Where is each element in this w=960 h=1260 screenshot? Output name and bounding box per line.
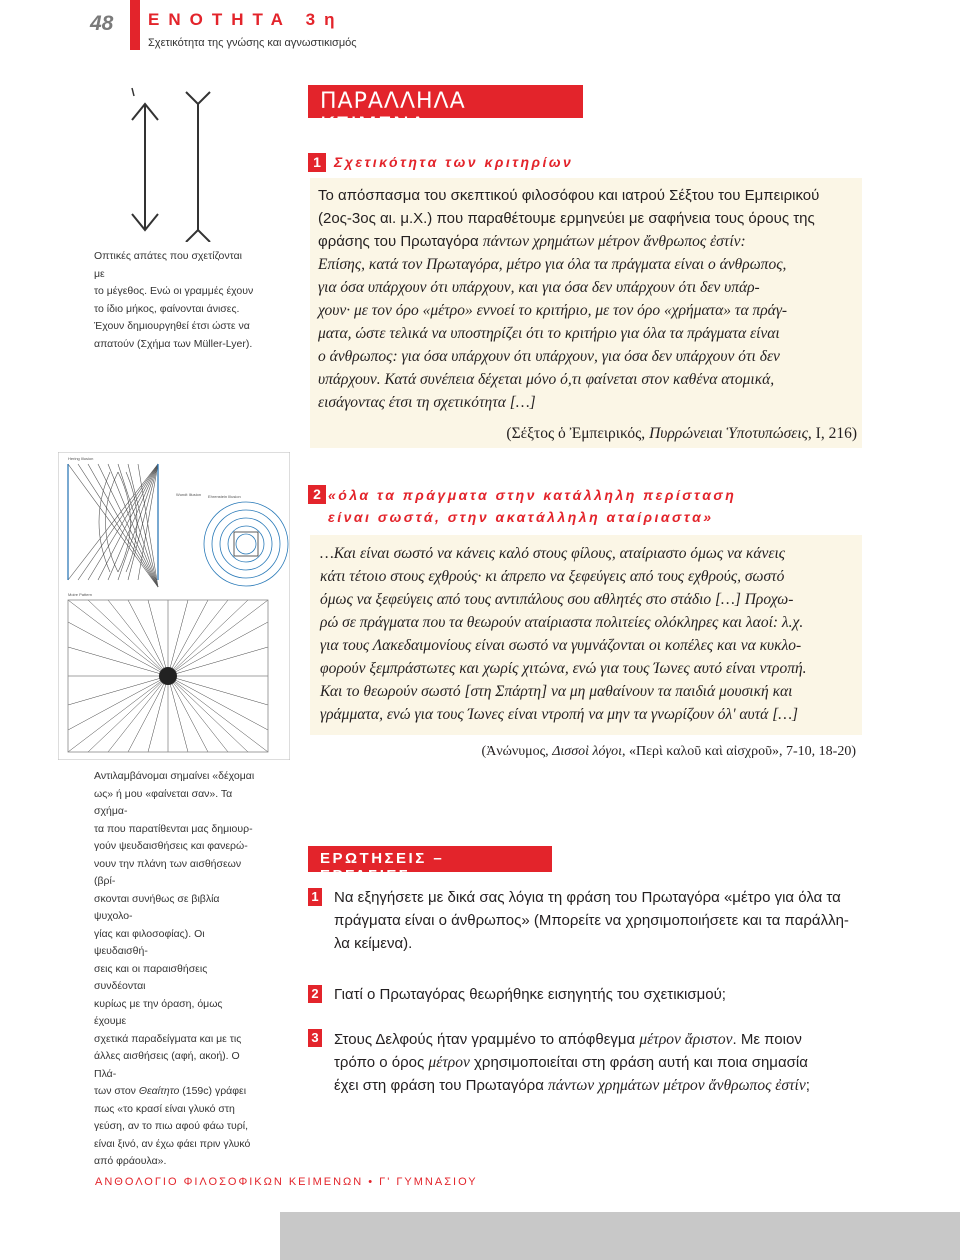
caption-line: πως «το κρασί είναι γλυκό στη <box>94 1102 235 1115</box>
section-number-badge: 1 <box>308 153 326 172</box>
citation-text: , I, 216) <box>807 425 857 442</box>
muller-lyer-figure <box>110 82 240 242</box>
question-number: 1 <box>308 888 322 906</box>
question-text: έχει στη φράση του Πρωταγόρα <box>334 1077 549 1094</box>
section-title-line: είναι σωστά, στην ακατάλληλη αταίριαστα» <box>328 509 714 525</box>
page-number: 48 <box>90 12 114 35</box>
citation-text: (Ἀνώνυμος, <box>481 744 553 759</box>
quote-line: για τους Λακεδαιμονίους είναι σωστό να γυμνάζονται οι κοπέλες και να κυκλο- <box>320 637 802 654</box>
quote-line: …Και είναι σωστό να κάνεις καλό στους φίλους, αταίριαστο όμως να κάνεις <box>320 545 786 562</box>
parallel-texts-banner: ΠΑΡΑΛΛΗΛΑ ΚΕΙΜΕΝΑ <box>308 85 583 118</box>
intro-line: Το απόσπασμα του σκεπτικού φιλοσόφου και ιατρού Σέξτου του Εμπειρικού <box>318 187 820 204</box>
question-number: 2 <box>308 985 322 1003</box>
section-title: Σχετικότητα των κριτηρίων <box>334 154 574 170</box>
quote-line: όμως να ξεφεύγεις από τους αντιπάλους σου αθλητές στο στάδιο […] Προχω- <box>320 591 794 608</box>
intro-line <box>318 230 863 253</box>
caption-line: σκονται συνήθως σε βιβλία ψυχολο- <box>94 892 220 922</box>
question-text: ; <box>805 1077 810 1094</box>
questions-banner: ΕΡΩΤΗΣΕΙΣ – ΕΡΓΑΣΙΕΣ <box>308 846 552 872</box>
sidebar-caption-perception <box>94 768 256 1171</box>
question-text: τρόπο ο όρος <box>334 1054 429 1071</box>
section2-text <box>320 542 865 726</box>
section1-citation <box>318 422 863 445</box>
section-title-line: «όλα τα πράγματα στην κατάλληλη περίσταση <box>328 487 737 503</box>
caption-line: γούν ψευδαισθήσεις και φανερώ- <box>94 840 248 852</box>
caption-line: Αντιλαμβάνομαι σημαίνει «δέχομαι <box>94 770 255 782</box>
caption-line: το ίδιο μήκος, φαίνονται άνισες. <box>94 302 240 315</box>
quote-line: κάτι τέτοιο στους εχθρούς· κι άπρεπο να ξεφεύγεις από τους εχθρούς, σωστό <box>320 568 785 585</box>
question-text: χρησιμοποιείται στη φράση αυτή και ποια σημασία <box>469 1054 808 1071</box>
caption-line: τα που παρατίθενται μας δημιουρ- <box>94 822 253 835</box>
caption-line: Έχουν δημιουργηθεί έτσι ώστε να <box>94 320 250 332</box>
header-accent-bar <box>130 0 140 50</box>
quote-line: υπάρχουν. Κατά συνέπεια δέχεται μόνο ό,τι φαίνεται στον καθένα ατομικά, <box>318 371 775 388</box>
illusion-label: Hering Illusion <box>68 456 94 461</box>
quote-line: χουν· με τον όρο «μέτρο» εννοεί το κριτήριο, με τον όρο «χρήματα» τα πράγ- <box>318 302 788 319</box>
citation-work: Πυρρώνειαι Ὑποτυπώσεις <box>649 425 808 442</box>
section-title <box>328 484 736 528</box>
question-line <box>334 1074 879 1097</box>
caption-line: σεις και οι παραισθήσεις συνδέονται <box>94 962 208 992</box>
caption-line: άλλες αισθήσεις (αφή, ακοή). Ο Πλά- <box>94 1050 240 1080</box>
sidebar-caption-muller-lyer <box>94 248 254 353</box>
quote-line: φορούν ξεμπράστωτες και χωρίς χιτώνα, ενώ για τους Ίωνες αυτό είναι ντροπή. <box>320 660 807 677</box>
quote-line: ματα, ώστε τελικά να υποστηρίζει ότι το κριτήριο για όλα τα πράγματα είναι <box>318 325 780 342</box>
protagoras-quote: πάντων χρημάτων μέτρον ἄνθρωπος ἐστίν: <box>482 233 746 250</box>
caption-line: νουν την πλάνη των αισθήσεων (βρί- <box>94 857 242 887</box>
quote-line: γράμματα, ενώ για τους Ίωνες είναι ντροπή να μην τα γνωρίζουν όλ' αυτά […] <box>320 706 799 723</box>
quote-line: εισάγοντας έτσι τη σχετικότητα […] <box>318 394 536 411</box>
question-line <box>334 1028 879 1051</box>
caption-line: κυρίως με την όραση, όμως έχουμε <box>94 997 223 1027</box>
section-number-badge: 2 <box>308 485 326 504</box>
section2-citation <box>320 740 856 763</box>
question-3 <box>334 1028 879 1097</box>
caption-line: Οπτικές απάτες που σχετίζονται με <box>94 250 243 280</box>
quote-line: ρώ σε πράγματα που τα θεωρούν αταίριαστα πολιτείες ολόκληρες και λαοί: λ.χ. <box>320 614 804 631</box>
section1-text <box>318 184 863 445</box>
citation-text: , «Περὶ καλοῦ καὶ αἰσχροῦ», 7-10, 18-20) <box>621 744 856 759</box>
illusion-label: Ehrenstein Illusion <box>208 494 241 499</box>
question-line: Γιατί ο Πρωταγόρας θεωρήθηκε εισηγητής του σχετικισμού; <box>334 986 726 1003</box>
quote-line: για όσα υπάρχουν ότι υπάρχουν, και για όσα δεν υπάρχουν ότι δεν υπάρ- <box>318 279 760 296</box>
intro-line: (2ος-3ος αι. μ.Χ.) που παραθέτουμε ερμηνεύει με σαφήνεια τους όρους της <box>318 210 815 227</box>
caption-line: γεύση, αν το πιω αφού φάω τυρί, <box>94 1120 248 1132</box>
protagoras-quote: πάντων χρημάτων μέτρον ἄνθρωπος ἐστίν <box>548 1077 806 1094</box>
citation-text: (Σέξτος ὁ Ἐμπειρικός, <box>506 425 650 442</box>
question-text: Στους Δελφούς ήταν γραμμένο το απόφθεγμα <box>334 1031 640 1048</box>
optical-illusions-image <box>58 452 290 760</box>
question-1 <box>334 886 874 955</box>
question-number: 3 <box>308 1029 322 1047</box>
caption-line: από φράουλα». <box>94 1155 167 1167</box>
caption-work-title: Θεαίτητο <box>138 1085 180 1097</box>
question-line <box>334 1051 879 1074</box>
caption-line: είναι ξινό, αν έχω φάει πριν γλυκό <box>94 1137 251 1150</box>
caption-line: απατούν (Σχήμα των Müller-Lyer). <box>94 337 253 350</box>
intro-text: φράσης του Πρωταγόρα <box>318 233 483 250</box>
caption-text: (159c) γράφει <box>179 1085 247 1097</box>
moire-center <box>159 667 177 685</box>
quote-line: Και το θεωρούν σωστό [στη Σπάρτη] να μη μαθαίνουν τα παιδιά μουσική και <box>320 683 793 700</box>
footer-grey-block <box>280 1212 960 1260</box>
caption-line: ως» ή μου «φαίνεται σαν». Τα σχήμα- <box>94 787 233 817</box>
quote-line: Επίσης, κατά τον Πρωταγόρα, μέτρο για όλα τα πράγματα είναι ο άνθρωπος, <box>318 256 787 273</box>
quote-line: ο άνθρωπος: για όσα υπάρχουν ότι υπάρχουν, για όσα δεν υπάρχουν ότι δεν <box>318 348 780 365</box>
caption-line <box>94 1083 256 1101</box>
illusion-label: Wundt Illusion <box>176 492 202 497</box>
question-line: λα κείμενα). <box>334 935 413 952</box>
caption-text: των στον <box>94 1085 139 1097</box>
citation-work: Δισσοὶ λόγοι <box>552 744 622 759</box>
question-line: Να εξηγήσετε με δικά σας λόγια τη φράση του Πρωταγόρα «μέτρο για όλα τα <box>334 889 841 906</box>
illusion-label: Moire Pattern <box>68 592 93 597</box>
caption-line: το μέγεθος. Ενώ οι γραμμές έχουν <box>94 285 254 297</box>
footer-book-title: ΑΝΘΟΛΟΓΙΟ ΦΙΛΟΣΟΦΙΚΩΝ ΚΕΙΜΕΝΩΝ • Γ' ΓΥΜΝΑΣΙΟΥ <box>95 1176 478 1188</box>
delphi-maxim: μέτρον ἄριστον <box>639 1031 733 1048</box>
metron-term: μέτρον <box>428 1054 470 1071</box>
caption-line: σχετικά παραδείγματα και με τις <box>94 1032 242 1045</box>
unit-title: ΕΝΟΤΗΤΑ 3η <box>148 10 344 29</box>
question-line: πράγματα είναι ο άνθρωπος» (Μπορείτε να χρησιμοποιήσετε και τα παράλλη- <box>334 912 849 929</box>
question-text: . Με ποιον <box>732 1031 802 1048</box>
unit-subtitle: Σχετικότητα της γνώσης και αγνωστικισμός <box>148 37 357 49</box>
caption-line: γίας και φιλοσοφίας). Οι ψευδαισθή- <box>94 927 205 957</box>
question-2 <box>334 983 874 1006</box>
